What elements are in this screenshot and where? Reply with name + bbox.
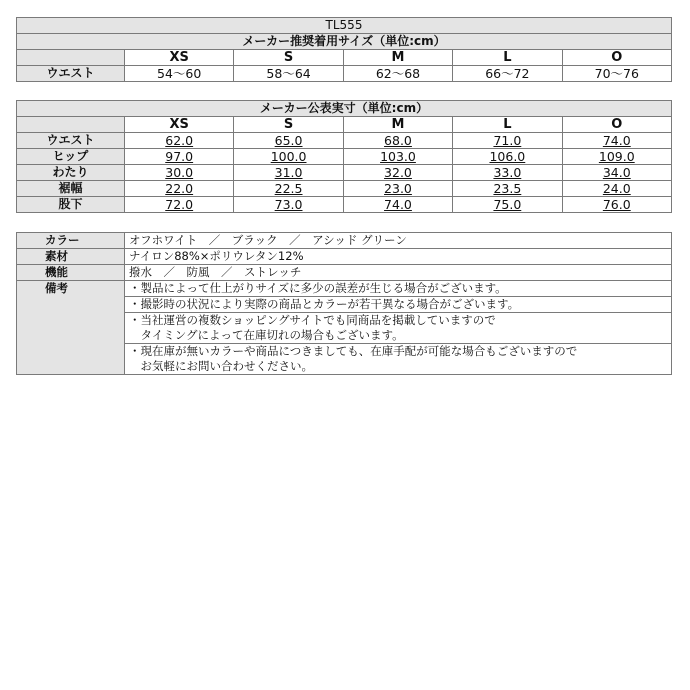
table-cell: 66〜72 xyxy=(453,66,562,82)
corner-cell xyxy=(17,117,125,133)
size-header-s: S xyxy=(234,50,343,66)
color-value: オフホワイト ／ ブラック ／ アシッド グリーン xyxy=(125,233,672,249)
info-row-notes xyxy=(17,281,672,297)
table-cell: 74.0 xyxy=(562,133,671,149)
actual-measurements-table xyxy=(16,100,672,213)
row-label: カラー xyxy=(17,233,125,249)
note-item xyxy=(125,344,672,375)
table-cell: 68.0 xyxy=(343,133,452,149)
table-cell: 34.0 xyxy=(562,165,671,181)
table-cell: 62.0 xyxy=(125,133,234,149)
product-info-table xyxy=(16,232,672,375)
table-cell: 65.0 xyxy=(234,133,343,149)
table-row xyxy=(17,197,672,213)
table-cell: 75.0 xyxy=(453,197,562,213)
row-label: ウエスト xyxy=(17,133,125,149)
table-cell: 97.0 xyxy=(125,149,234,165)
size-header-l: L xyxy=(453,117,562,133)
note-item xyxy=(125,313,672,344)
size-header-m: M xyxy=(343,50,452,66)
table-row xyxy=(17,181,672,197)
table-cell: 76.0 xyxy=(562,197,671,213)
table-cell: 23.5 xyxy=(453,181,562,197)
table-cell: 62〜68 xyxy=(343,66,452,82)
table-cell: 109.0 xyxy=(562,149,671,165)
table-cell: 24.0 xyxy=(562,181,671,197)
size-header-xs: XS xyxy=(125,117,234,133)
table-cell: 54〜60 xyxy=(125,66,234,82)
table-cell: 33.0 xyxy=(453,165,562,181)
row-label: ヒップ xyxy=(17,149,125,165)
size-header-s: S xyxy=(234,117,343,133)
note-item: ・撮影時の状況により実際の商品とカラーが若干異なる場合がございます。 xyxy=(125,297,672,313)
material-value: ナイロン88%×ポリウレタン12% xyxy=(125,249,672,265)
table-cell: 100.0 xyxy=(234,149,343,165)
corner-cell xyxy=(17,50,125,66)
table-cell: 32.0 xyxy=(343,165,452,181)
size-header-o: O xyxy=(562,50,671,66)
size-header-xs: XS xyxy=(125,50,234,66)
row-label: 素材 xyxy=(17,249,125,265)
info-row-function xyxy=(17,265,672,281)
row-label: ウエスト xyxy=(17,66,125,82)
size-header-l: L xyxy=(453,50,562,66)
note-line: ・当社運営の複数ショッピングサイトでも同商品を掲載していますので xyxy=(129,313,496,327)
notes-label: 備考 xyxy=(17,281,125,375)
note-line: タイミングによって在庫切れの場合もございます。 xyxy=(129,328,404,342)
row-label: 裾幅 xyxy=(17,181,125,197)
table-cell: 58〜64 xyxy=(234,66,343,82)
size-header-m: M xyxy=(343,117,452,133)
size-header-o: O xyxy=(562,117,671,133)
table-row xyxy=(17,149,672,165)
note-item: ・製品によって仕上がりサイズに多少の誤差が生じる場合がございます。 xyxy=(125,281,672,297)
recommended-size-table xyxy=(16,17,672,82)
table-row xyxy=(17,133,672,149)
info-row-color xyxy=(17,233,672,249)
recommended-size-title: メーカー推奨着用サイズ（単位:cm） xyxy=(17,34,672,50)
table-cell: 23.0 xyxy=(343,181,452,197)
table-cell: 103.0 xyxy=(343,149,452,165)
note-line: お気軽にお問い合わせください。 xyxy=(129,359,313,373)
table-cell: 22.5 xyxy=(234,181,343,197)
table-cell: 106.0 xyxy=(453,149,562,165)
table-cell: 72.0 xyxy=(125,197,234,213)
table-cell: 22.0 xyxy=(125,181,234,197)
function-value: 撥水 ／ 防風 ／ ストレッチ xyxy=(125,265,672,281)
row-label: 機能 xyxy=(17,265,125,281)
table-cell: 70〜76 xyxy=(562,66,671,82)
table-cell: 73.0 xyxy=(234,197,343,213)
table-cell: 74.0 xyxy=(343,197,452,213)
table-row xyxy=(17,66,672,82)
actual-measurements-title: メーカー公表実寸（単位:cm） xyxy=(17,101,672,117)
note-line: ・現在庫が無いカラーや商品につきましても、在庫手配が可能な場合もございますので xyxy=(129,344,578,358)
table-cell: 31.0 xyxy=(234,165,343,181)
size-header-row xyxy=(17,117,672,133)
model-number: TL555 xyxy=(17,18,672,34)
row-label: わたり xyxy=(17,165,125,181)
table-row xyxy=(17,165,672,181)
size-header-row xyxy=(17,50,672,66)
table-cell: 71.0 xyxy=(453,133,562,149)
table-cell: 30.0 xyxy=(125,165,234,181)
row-label: 股下 xyxy=(17,197,125,213)
info-row-material xyxy=(17,249,672,265)
